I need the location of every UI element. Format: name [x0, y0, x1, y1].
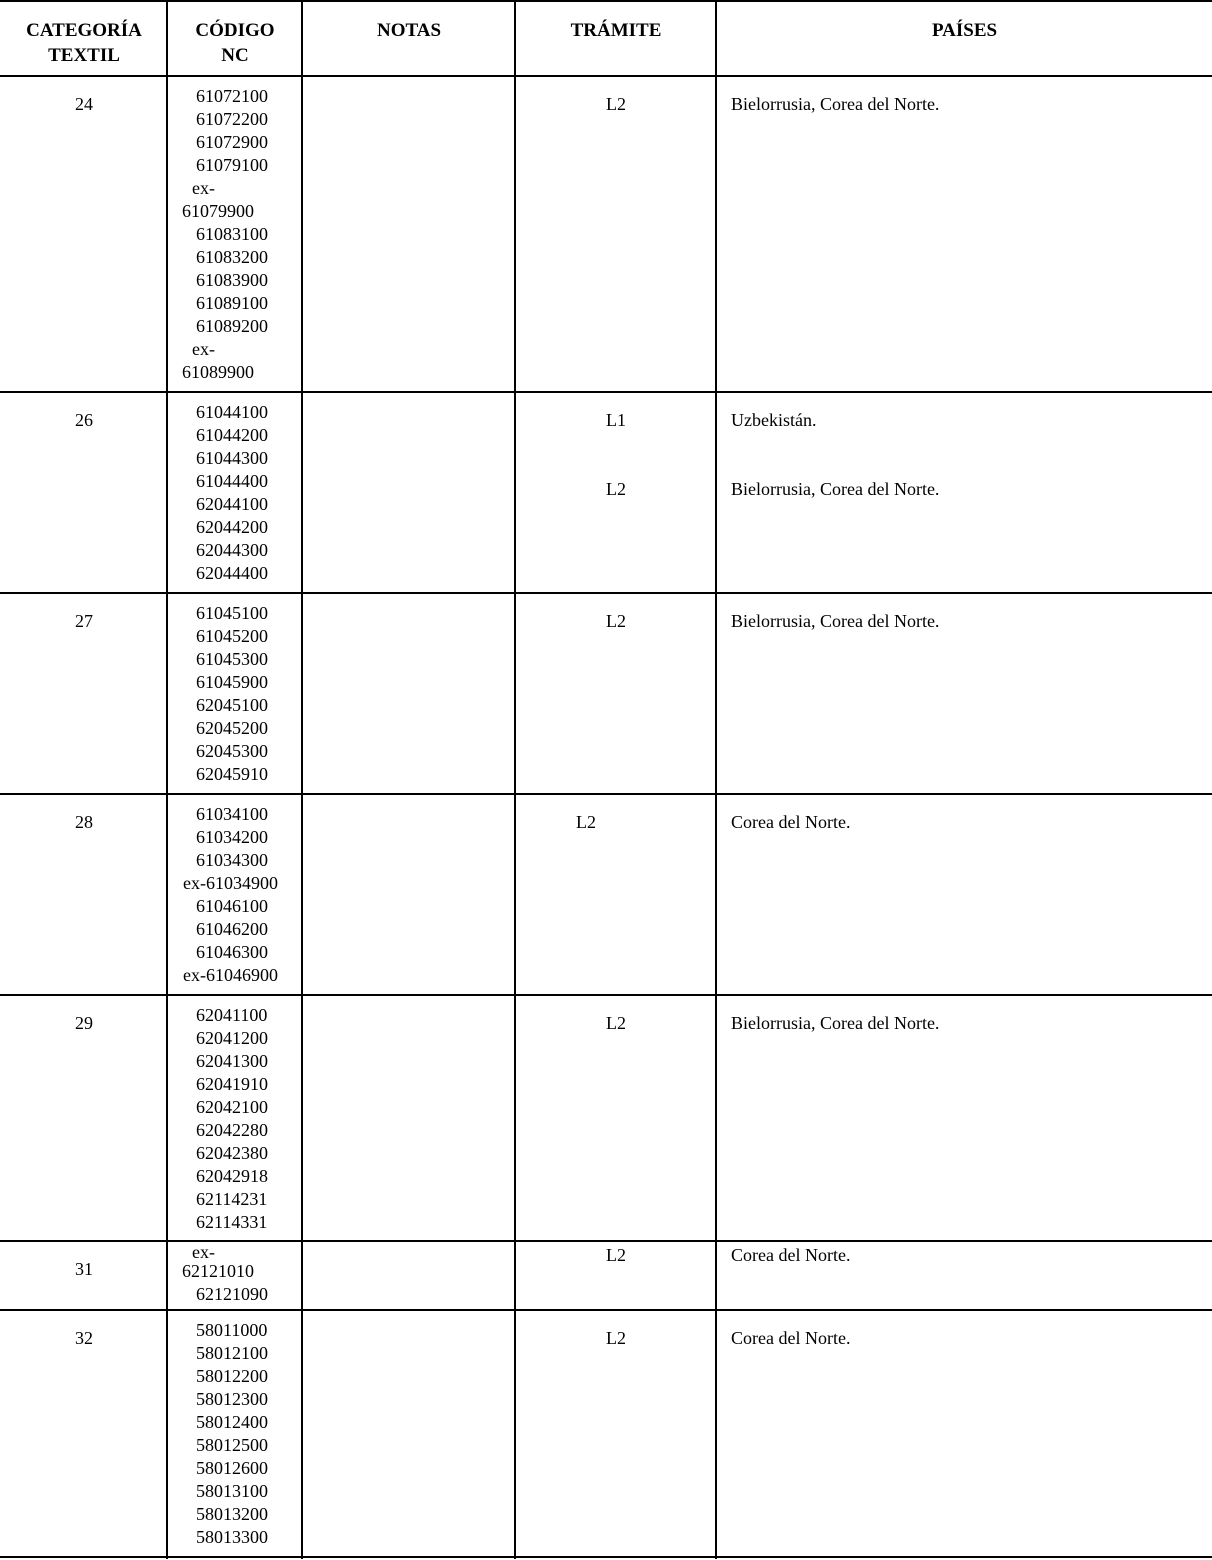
tramite-value: L2 [606, 1328, 626, 1348]
codigo-nc: 62041200 [196, 1028, 268, 1048]
codigo-nc: 61089900 [182, 362, 254, 382]
codigo-nc: 61089100 [196, 293, 268, 313]
column-rule [514, 0, 516, 1559]
codigo-cell [170, 1004, 302, 1234]
paises-value: Bielorrusia, Corea del Norte. [731, 611, 940, 631]
codigo-nc: 61079900 [182, 201, 254, 221]
codigo-nc: 62041300 [196, 1051, 268, 1071]
codigo-nc: ex-61034900 [183, 873, 278, 893]
codigo-nc: 58012400 [196, 1412, 268, 1432]
header-paises: PAÍSES [931, 20, 998, 41]
codigo-nc: 62042380 [196, 1143, 268, 1163]
codigo-nc: 62045300 [196, 741, 268, 761]
codigo-cell [170, 1244, 302, 1306]
header-tramite: TRÁMITE [570, 20, 662, 41]
codigo-nc: ex- [192, 339, 215, 359]
codigo-nc: 62041910 [196, 1074, 268, 1094]
table-rule [0, 1240, 1212, 1242]
codigo-nc: 62114331 [196, 1212, 268, 1232]
table-rule-header [0, 75, 1212, 77]
table-rule [0, 592, 1212, 594]
codigo-nc: 58013200 [196, 1504, 268, 1524]
paises-value: Corea del Norte. [731, 812, 851, 832]
codigo-nc: 58012500 [196, 1435, 268, 1455]
table-rule [0, 994, 1212, 996]
codigo-nc: ex- [192, 178, 215, 198]
paises-value: Bielorrusia, Corea del Norte. [731, 94, 940, 114]
codigo-nc: ex-61046900 [183, 965, 278, 985]
paises-value: Corea del Norte. [731, 1328, 851, 1348]
categoria-cell: 29 [75, 1013, 93, 1033]
codigo-nc: 61046100 [196, 896, 268, 916]
tramite-value: L2 [576, 812, 596, 832]
tramite-value: L2 [606, 1245, 626, 1265]
codigo-nc: 61083200 [196, 247, 268, 267]
codigo-nc: 62044400 [196, 563, 268, 583]
codigo-nc: 61072900 [196, 132, 268, 152]
codigo-nc: 61034100 [196, 804, 268, 824]
codigo-nc: ex- [192, 1242, 215, 1262]
tramite-value: L2 [606, 611, 626, 631]
codigo-nc: 61083100 [196, 224, 268, 244]
codigo-nc: 61044300 [196, 448, 268, 468]
codigo-cell [170, 401, 302, 585]
codigo-nc: 61072200 [196, 109, 268, 129]
codigo-nc: 62041100 [196, 1005, 268, 1025]
codigo-nc: 62045200 [196, 718, 268, 738]
codigo-nc: 61045900 [196, 672, 268, 692]
codigo-nc: 58013100 [196, 1481, 268, 1501]
codigo-nc: 61044100 [196, 402, 268, 422]
codigo-nc: 62114231 [196, 1189, 268, 1209]
categoria-cell: 32 [75, 1328, 93, 1348]
categoria-cell: 26 [75, 410, 93, 430]
codigo-nc: 61034200 [196, 827, 268, 847]
codigo-nc: 61034300 [196, 850, 268, 870]
codigo-nc: 62044200 [196, 517, 268, 537]
tramite-value: L2 [606, 479, 626, 499]
codigo-nc: 61079100 [196, 155, 268, 175]
codigo-nc: 61045100 [196, 603, 268, 623]
codigo-cell [170, 803, 302, 987]
codigo-nc: 61046300 [196, 942, 268, 962]
codigo-nc: 61044400 [196, 471, 268, 491]
codigo-nc: 61044200 [196, 425, 268, 445]
paises-value: Bielorrusia, Corea del Norte. [731, 479, 940, 499]
codigo-nc: 62042918 [196, 1166, 268, 1186]
codigo-nc: 58011000 [196, 1320, 268, 1340]
codigo-nc: 62121090 [196, 1284, 268, 1304]
tramite-value: L2 [606, 1013, 626, 1033]
codigo-cell [170, 602, 302, 786]
table-rule [0, 1309, 1212, 1311]
categoria-cell: 24 [75, 94, 93, 114]
codigo-nc: 61072100 [196, 86, 268, 106]
codigo-nc: 62044300 [196, 540, 268, 560]
categoria-cell: 31 [75, 1259, 93, 1279]
codigo-nc: 61045300 [196, 649, 268, 669]
tramite-value: L1 [606, 410, 626, 430]
codigo-nc: 61083900 [196, 270, 268, 290]
paises-value: Bielorrusia, Corea del Norte. [731, 1013, 940, 1033]
table-rule [0, 391, 1212, 393]
codigo-nc: 61045200 [196, 626, 268, 646]
codigo-nc: 62042280 [196, 1120, 268, 1140]
codigo-nc: 62045910 [196, 764, 268, 784]
codigo-nc: 58012200 [196, 1366, 268, 1386]
codigo-nc: 62121010 [182, 1261, 254, 1281]
header-notas: NOTAS [376, 20, 442, 41]
paises-value: Uzbekistán. [731, 410, 817, 430]
codigo-nc: 58013300 [196, 1527, 268, 1547]
table-rule-bottom [0, 1556, 1212, 1558]
tramite-value: L2 [606, 94, 626, 114]
table-rule-top [0, 0, 1212, 2]
codigo-cell [170, 85, 302, 384]
codigo-nc: 61046200 [196, 919, 268, 939]
table-rule [0, 793, 1212, 795]
codigo-nc: 58012300 [196, 1389, 268, 1409]
header-categoria: CATEGORÍA TEXTIL [26, 20, 142, 66]
categoria-cell: 28 [75, 812, 93, 832]
column-rule [715, 0, 717, 1559]
categoria-cell: 27 [75, 611, 93, 631]
paises-value: Corea del Norte. [731, 1245, 851, 1265]
codigo-nc: 61089200 [196, 316, 268, 336]
codigo-nc: 62045100 [196, 695, 268, 715]
codigo-nc: 58012600 [196, 1458, 268, 1478]
codigo-nc: 58012100 [196, 1343, 268, 1363]
column-rule [166, 0, 168, 1559]
codigo-cell [170, 1319, 302, 1549]
codigo-nc: 62044100 [196, 494, 268, 514]
codigo-nc: 62042100 [196, 1097, 268, 1117]
header-codigo: CÓDIGO NC [195, 20, 275, 66]
